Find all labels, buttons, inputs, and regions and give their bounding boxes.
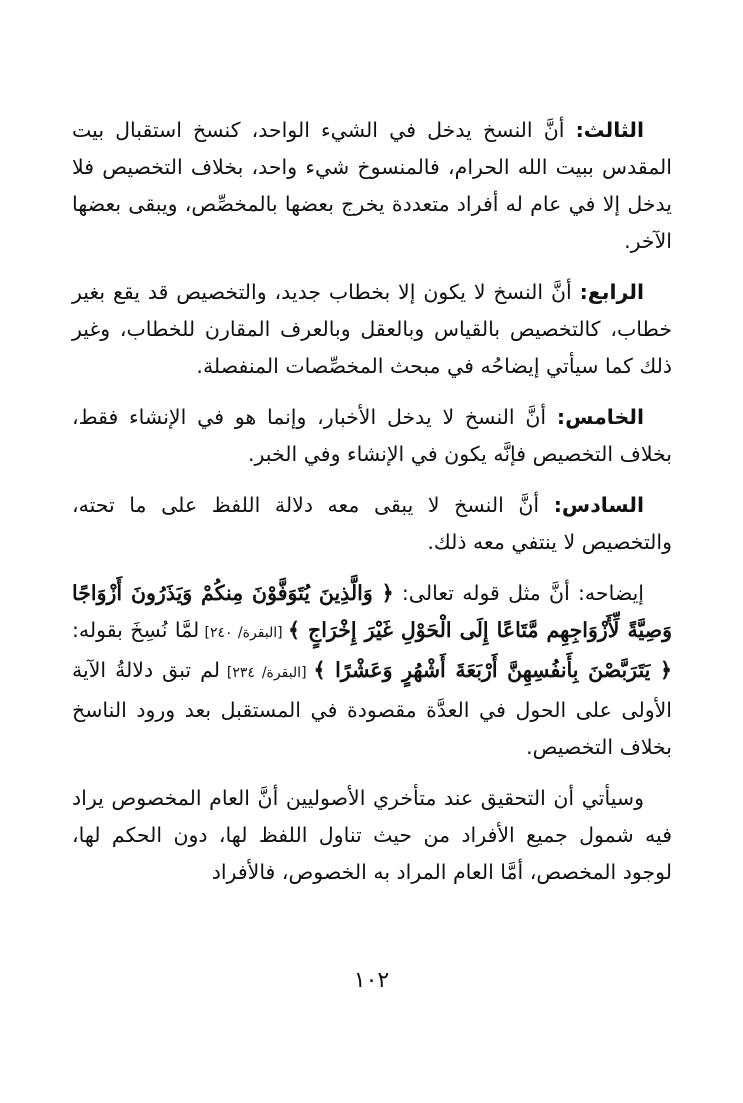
paragraph-lead: الثالث: [575, 118, 644, 142]
explanation-rest: لم تبق دلالةُ الآية الأولى على الحول في العدَّة مقصودة في المستقبل بعد ورود الناسخ بخلاف التخصيص. [72, 658, 672, 759]
paragraph-text: أنَّ النسخ لا يبقى معه دلالة اللفظ على ما تحته، والتخصيص لا ينتفي معه ذلك. [72, 493, 672, 554]
paragraph-text: أنَّ النسخ يدخل في الشيء الواحد، كنسخ استقبال بيت المقدس ببيت الله الحرام، فالمنسوخ شيء واحد، بخلاف التخصيص فلا يدخل إلا في عام له أفراد متعددة يخرج بعضها بالمخصِّص، ويبقى بعضها الآخر. [72, 118, 672, 253]
paragraph-sixth [72, 487, 672, 561]
paragraph-text: أنَّ النسخ لا يدخل الأخبار، وإنما هو في الإنشاء فقط، بخلاف التخصيص فإنَّه يكون في الإنشاء وفي الخبر. [72, 405, 672, 466]
paragraph-lead: السادس: [553, 493, 644, 517]
verse-reference: [البقرة/ ٢٣٤] [219, 665, 314, 681]
explanation-intro: إيضاحه: أنَّ مثل قوله تعالى: [393, 581, 644, 605]
paragraph-text: أنَّ النسخ لا يكون إلا بخطاب جديد، والتخصيص قد يقع بغير خطاب، كالتخصيص بالقياس وبالعقل وبالعرف المقارن للخطاب، وغير ذلك كما سيأتي إيضاحُه في مبحث المخصِّصات المنفصلة. [72, 280, 672, 378]
verse-reference: [البقرة/ ٢٤٠] [199, 625, 288, 641]
page-number: ١٠٢ [353, 968, 390, 993]
paragraph-fifth [72, 399, 672, 473]
paragraph-explanation [72, 575, 672, 766]
paragraph-third [72, 112, 672, 260]
paragraph-fourth [72, 274, 672, 385]
page-body [72, 112, 672, 905]
paragraph-closing: وسيأتي أن التحقيق عند متأخري الأصوليين أنَّ العام المخصوص يراد فيه شمول جميع الأفراد من حيث تناول اللفظ لها، دون الحكم لها، لوجود المخصص، أمَّا العام المراد به الخصوص، فالأفراد [72, 786, 672, 884]
paragraph-lead: الخامس: [556, 405, 644, 429]
explanation-mid: لمَّا نُسِخَ بقوله: [72, 618, 200, 642]
quran-verse: ﴿ يَتَرَبَّصْنَ بِأَنفُسِهِنَّ أَرْبَعَةَ أَشْهُرٍ وَعَشْرًا ﴾ [313, 658, 672, 682]
paragraph-lead: الرابع: [579, 280, 644, 304]
quran-verse: ﴿ وَالَّذِينَ يُتَوَفَّوْنَ مِنكُمْ وَيَذَرُونَ أَزْوَاجًا وَصِيَّةً لِّأَزْوَاجِهِم مَّتَاعًا إِلَى الْحَوْلِ غَيْرَ إِخْرَاجٍ ﴾ [72, 581, 673, 642]
